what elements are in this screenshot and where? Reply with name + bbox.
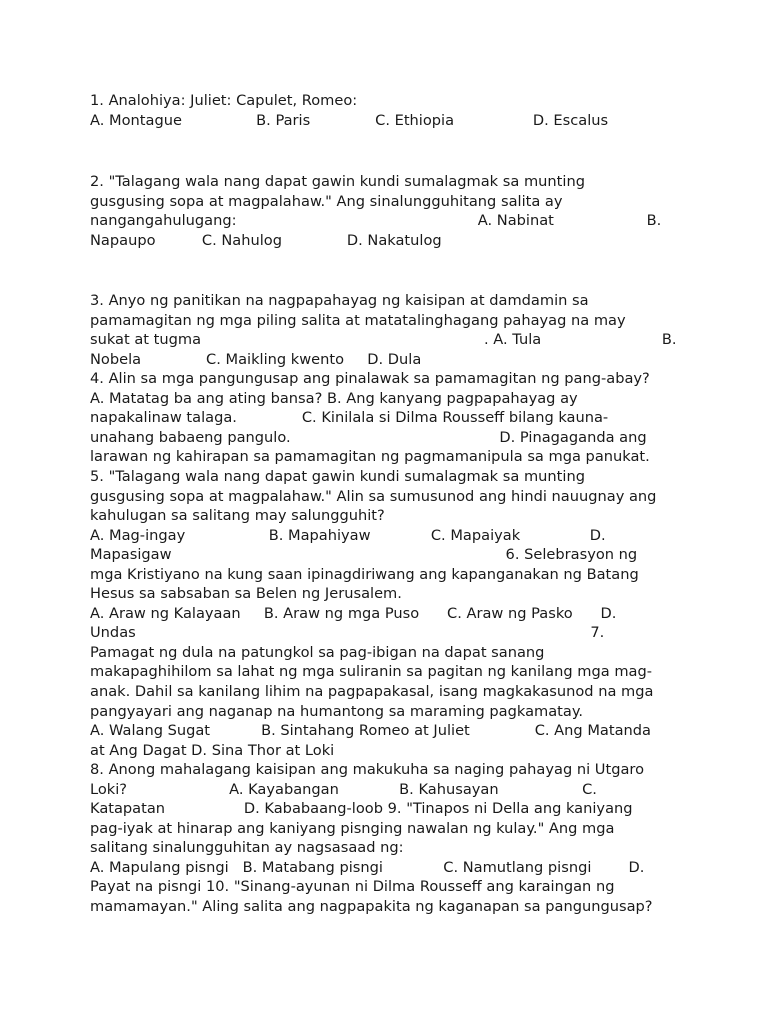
text-line: larawan ng kahirapan sa pamamagitan ng pagmamanipula sa mga panukat. bbox=[90, 448, 650, 465]
text-line: kahulugan sa salitang may salungguhit? bbox=[90, 507, 385, 524]
text-line: Napaupo C. Nahulog D. Nakatulog bbox=[90, 232, 442, 249]
text-line: nangangahulugang: A. Nabinat B. bbox=[90, 212, 662, 229]
text-line: gusgusing sopa at magpalahaw." Alin sa sumusunod ang hindi nauugnay ang bbox=[90, 488, 657, 505]
text-line: pag-iyak at hinarap ang kaniyang pisnging nawalan ng kulay." Ang mga bbox=[90, 820, 615, 837]
text-line: pamamagitan ng mga piling salita at matatalinghagang pahayag na may bbox=[90, 312, 626, 329]
text-line: gusgusing sopa at magpalahaw." Ang sinalungguhitang salita ay bbox=[90, 193, 563, 210]
text-line: 4. Alin sa mga pangungusap ang pinalawak sa pamamagitan ng pang-abay? bbox=[90, 370, 650, 387]
text-line: Hesus sa sabsaban sa Belen ng Jerusalem. bbox=[90, 585, 402, 602]
text-line: A. Mapulang pisngi B. Matabang pisngi C. Namutlang pisngi D. bbox=[90, 859, 645, 876]
text-line: 3. Anyo ng panitikan na nagpapahayag ng kaisipan at damdamin sa bbox=[90, 292, 589, 309]
text-line: A. Montague B. Paris C. Ethiopia D. Escalus bbox=[90, 112, 609, 129]
text-line: 1. Analohiya: Juliet: Capulet, Romeo: bbox=[90, 92, 358, 109]
text-line: unahang babaeng pangulo. D. Pinagaganda ang bbox=[90, 429, 647, 446]
text-line: mga Kristiyano na kung saan ipinagdiriwang ang kapanganakan ng Batang bbox=[90, 566, 639, 583]
text-line: Loki? A. Kayabangan B. Kahusayan C. bbox=[90, 781, 597, 798]
text-line: 2. "Talagang wala nang dapat gawin kundi sumalagmak sa munting bbox=[90, 173, 585, 190]
text-line: anak. Dahil sa kanilang lihim na pagpapakasal, isang magkakasunod na mga bbox=[90, 683, 654, 700]
text-line: 5. "Talagang wala nang dapat gawin kundi sumalagmak sa munting bbox=[90, 468, 585, 485]
text-line: napakalinaw talaga. C. Kinilala si Dilma Rousseff bilang kauna- bbox=[90, 409, 609, 426]
text-line: Pamagat ng dula na patungkol sa pag-ibigan na dapat sanang bbox=[90, 644, 545, 661]
text-line: A. Araw ng Kalayaan B. Araw ng mga Puso C. Araw ng Pasko D. bbox=[90, 605, 617, 622]
text-line: makapaghihilom sa lahat ng mga suliranin sa pagitan ng kanilang mga mag- bbox=[90, 663, 653, 680]
text-line: pangyayari ang naganap na humantong sa maraming pagkamatay. bbox=[90, 703, 584, 720]
text-line: A. Matatag ba ang ating bansa? B. Ang kanyang pagpapahayag ay bbox=[90, 390, 578, 407]
text-line: Undas 7. bbox=[90, 624, 605, 641]
text-line: A. Walang Sugat B. Sintahang Romeo at Juliet C. Ang Matanda bbox=[90, 722, 651, 739]
text-line: Mapasigaw 6. Selebrasyon ng bbox=[90, 546, 638, 563]
text-line: 8. Anong mahalagang kaisipan ang makukuha sa naging pahayag ni Utgaro bbox=[90, 761, 645, 778]
text-line: Payat na pisngi 10. "Sinang-ayunan ni Dilma Rousseff ang karaingan ng bbox=[90, 878, 615, 895]
text-line: salitang sinalungguhitan ay nagsasaad ng: bbox=[90, 839, 404, 856]
text-line: Nobela C. Maikling kwento D. Dula bbox=[90, 351, 422, 368]
text-line: at Ang Dagat D. Sina Thor at Loki bbox=[90, 742, 335, 759]
text-line: mamamayan." Aling salita ang nagpapakita ng kaganapan sa pangungusap? bbox=[90, 898, 653, 915]
text-line: sukat at tugma . A. Tula B. bbox=[90, 331, 677, 348]
text-line: A. Mag-ingay B. Mapahiyaw C. Mapaiyak D. bbox=[90, 527, 606, 544]
text-line: Katapatan D. Kababaang-loob 9. "Tinapos ni Della ang kaniyang bbox=[90, 800, 633, 817]
